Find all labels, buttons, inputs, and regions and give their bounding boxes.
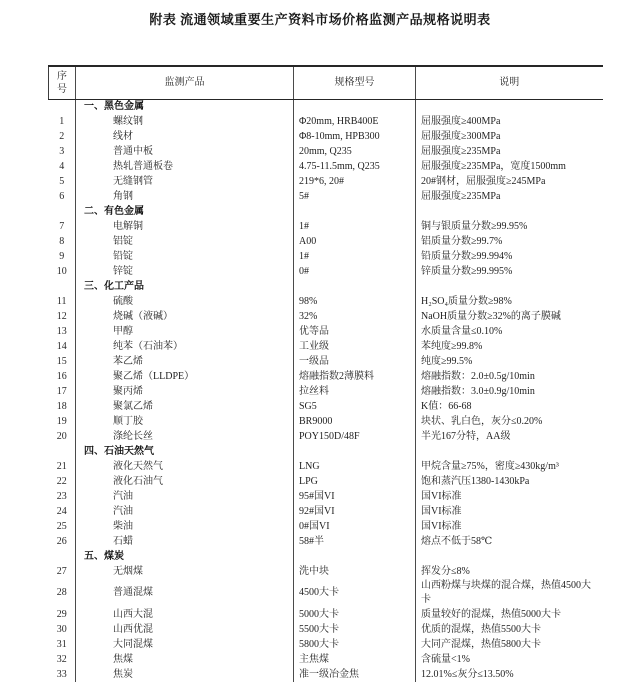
row-product-name: 角钢 [76, 189, 294, 204]
table-row [49, 564, 603, 579]
row-desc: K值：66-68 [416, 399, 603, 414]
row-product-name: 无烟煤 [76, 564, 294, 579]
table-row [49, 219, 603, 234]
row-serial: 29 [56, 608, 67, 620]
row-product-name: 普通中板 [76, 144, 294, 159]
row-desc: H₂SO₄质量分数≥98% [416, 294, 603, 309]
row-spec: 5800大卡 [294, 637, 416, 652]
row-spec: LNG [294, 459, 416, 474]
section-row [49, 99, 603, 114]
row-serial [49, 99, 76, 114]
row-desc: 优质的混煤，热值5500大卡 [416, 622, 603, 637]
row-spec: BR9000 [294, 414, 416, 429]
table-row [49, 309, 603, 324]
row-serial: 12 [56, 310, 67, 322]
row-serial: 19 [56, 415, 67, 427]
row-serial: 27 [56, 565, 67, 577]
table-row [49, 474, 603, 489]
row-serial: 17 [56, 385, 67, 397]
table-row [49, 174, 603, 189]
row-spec: 92#国VI [294, 504, 416, 519]
row-spec: Φ20mm, HRB400E [294, 114, 416, 129]
row-product-name: 纯苯（石油苯） [76, 339, 294, 354]
row-serial: 22 [56, 475, 67, 487]
table-row [49, 622, 603, 637]
row-product-name: 液化天然气 [76, 459, 294, 474]
row-desc [416, 204, 603, 219]
row-product-name: 汽油 [76, 489, 294, 504]
section-label: 一、黑色金属 [76, 99, 294, 114]
row-desc: 国VI标准 [416, 489, 603, 504]
table-row [49, 369, 603, 384]
table-row [49, 504, 603, 519]
row-desc: 熔融指数：3.0±0.9g/10min [416, 384, 603, 399]
row-serial: 14 [56, 340, 67, 352]
row-desc [416, 444, 603, 459]
row-serial: 26 [56, 535, 67, 547]
table-row [49, 519, 603, 534]
row-desc: 含硫量<1% [416, 652, 603, 667]
row-product-name: 烧碱（液碱） [76, 309, 294, 324]
row-spec: 熔融指数2薄膜料 [294, 369, 416, 384]
header-col-spec: 规格型号 [294, 66, 416, 99]
row-serial: 6 [59, 190, 65, 202]
row-product-name: 硫酸 [76, 294, 294, 309]
row-spec: 95#国VI [294, 489, 416, 504]
table-row [49, 489, 603, 504]
row-serial: 18 [56, 400, 67, 412]
header-row [49, 66, 603, 99]
row-serial: 28 [56, 587, 67, 598]
row-spec [294, 99, 416, 114]
row-product-name: 铅锭 [76, 249, 294, 264]
row-serial: 31 [56, 638, 67, 650]
table-row [49, 294, 603, 309]
row-desc: 铝质量分数≥99.7% [416, 234, 603, 249]
row-product-name: 山西优混 [76, 622, 294, 637]
row-serial: 4 [59, 160, 65, 172]
row-serial [49, 549, 76, 564]
row-desc: 苯纯度≥99.8% [416, 339, 603, 354]
row-spec [294, 279, 416, 294]
row-serial: 21 [56, 460, 67, 472]
row-product-name: 焦炭 [76, 667, 294, 682]
row-serial: 15 [56, 355, 67, 367]
table-row [49, 414, 603, 429]
row-serial: 33 [56, 668, 67, 680]
row-spec: 0# [294, 264, 416, 279]
table-row [49, 264, 603, 279]
row-serial: 3 [59, 145, 65, 157]
row-serial [49, 279, 76, 294]
row-desc [416, 99, 603, 114]
section-label: 三、化工产品 [76, 279, 294, 294]
table-row [49, 429, 603, 444]
section-label: 四、石油天然气 [76, 444, 294, 459]
row-product-name: 聚氯乙烯 [76, 399, 294, 414]
table-row [49, 534, 603, 549]
table-row [49, 234, 603, 249]
row-spec: 1# [294, 249, 416, 264]
row-desc: NaOH质量分数≥32%的离子膜碱 [416, 309, 603, 324]
row-desc: 铜与银质量分数≥99.95% [416, 219, 603, 234]
row-spec: 98% [294, 294, 416, 309]
row-spec: 58#半 [294, 534, 416, 549]
section-row [49, 549, 603, 564]
row-spec: 219*6, 20# [294, 174, 416, 189]
row-desc: 挥发分≤8% [416, 564, 603, 579]
row-product-name: 铝锭 [76, 234, 294, 249]
row-spec: 准一级冶金焦 [294, 667, 416, 682]
section-row [49, 204, 603, 219]
table-row [49, 324, 603, 339]
row-spec: POY150D/48F [294, 429, 416, 444]
row-spec [294, 549, 416, 564]
table-body [49, 99, 603, 682]
table-row [49, 114, 603, 129]
row-desc: 大同产混煤，热值5800大卡 [416, 637, 603, 652]
row-desc: 块状、乳白色，灰分≤0.20% [416, 414, 603, 429]
row-serial: 11 [56, 295, 67, 307]
row-serial [49, 204, 76, 219]
row-product-name: 苯乙烯 [76, 354, 294, 369]
row-serial [49, 444, 76, 459]
row-spec: LPG [294, 474, 416, 489]
row-spec: 优等品 [294, 324, 416, 339]
table-row [49, 144, 603, 159]
row-serial: 5 [59, 175, 65, 187]
row-desc: 山西粉煤与块煤的混合煤，热值4500大卡 [416, 579, 603, 607]
row-product-name: 涤纶长丝 [76, 429, 294, 444]
section-row [49, 444, 603, 459]
row-serial: 1 [59, 115, 65, 127]
row-spec: 主焦煤 [294, 652, 416, 667]
row-product-name: 无缝钢管 [76, 174, 294, 189]
row-serial: 10 [56, 265, 67, 277]
row-product-name: 顺丁胶 [76, 414, 294, 429]
row-product-name: 甲醇 [76, 324, 294, 339]
page-title: 附表 流通领域重要生产资料市场价格监测产品规格说明表 [149, 12, 491, 27]
row-product-name: 柴油 [76, 519, 294, 534]
table-row [49, 339, 603, 354]
table-row [49, 459, 603, 474]
row-desc: 屈服强度≥300MPa [416, 129, 603, 144]
header-col-serial: 序号 [49, 66, 76, 99]
table-row [49, 129, 603, 144]
row-serial: 16 [56, 370, 67, 382]
row-desc: 熔融指数：2.0±0.5g/10min [416, 369, 603, 384]
row-desc: 铅质量分数≥99.994% [416, 249, 603, 264]
row-spec [294, 204, 416, 219]
row-spec: 4.75-11.5mm, Q235 [294, 159, 416, 174]
row-desc: 锌质量分数≥99.995% [416, 264, 603, 279]
row-product-name: 聚乙烯（LLDPE） [76, 369, 294, 384]
row-product-name: 电解铜 [76, 219, 294, 234]
row-spec: 0#国VI [294, 519, 416, 534]
row-desc: 纯度≥99.5% [416, 354, 603, 369]
row-desc: 屈服强度≥400MPa [416, 114, 603, 129]
row-product-name: 石蜡 [76, 534, 294, 549]
table-row [49, 249, 603, 264]
row-desc: 屈服强度≥235MPa [416, 189, 603, 204]
row-serial: 30 [56, 623, 67, 635]
row-desc: 半光167分特，AA级 [416, 429, 603, 444]
section-row [49, 279, 603, 294]
row-serial: 24 [56, 505, 67, 517]
row-product-name: 聚丙烯 [76, 384, 294, 399]
row-desc: 饱和蒸汽压1380-1430kPa [416, 474, 603, 489]
row-desc: 熔点不低于58℃ [416, 534, 603, 549]
row-product-name: 液化石油气 [76, 474, 294, 489]
row-desc: 屈服强度≥235MPa，宽度1500mm [416, 159, 603, 174]
row-desc: 20#钢材，屈服强度≥245MPa [416, 174, 603, 189]
row-spec: 4500大卡 [294, 579, 416, 607]
row-spec: SG5 [294, 399, 416, 414]
row-spec: 洗中块 [294, 564, 416, 579]
row-serial: 2 [59, 130, 65, 142]
row-desc: 甲烷含量≥75%，密度≥430kg/m³ [416, 459, 603, 474]
row-spec: 1# [294, 219, 416, 234]
row-product-name: 汽油 [76, 504, 294, 519]
row-desc [416, 549, 603, 564]
table-row [49, 607, 603, 622]
table-row [49, 637, 603, 652]
section-label: 五、煤炭 [76, 549, 294, 564]
table-header [49, 66, 603, 99]
row-spec: 5500大卡 [294, 622, 416, 637]
row-serial: 23 [56, 490, 67, 502]
row-product-name: 锌锭 [76, 264, 294, 279]
table-row [49, 159, 603, 174]
row-product-name: 线材 [76, 129, 294, 144]
table-row [49, 667, 603, 682]
row-spec: 一级品 [294, 354, 416, 369]
table-row [49, 354, 603, 369]
table-row [49, 189, 603, 204]
section-label: 二、有色金属 [76, 204, 294, 219]
header-col-desc: 说明 [416, 66, 603, 99]
header-col-product: 监测产品 [76, 66, 294, 99]
row-serial: 13 [56, 325, 67, 337]
row-spec: 工业级 [294, 339, 416, 354]
row-serial: 8 [59, 235, 65, 247]
row-product-name: 热轧普通板卷 [76, 159, 294, 174]
row-spec: 拉丝料 [294, 384, 416, 399]
row-serial: 20 [56, 430, 67, 442]
row-serial: 32 [56, 653, 67, 665]
row-spec: 5# [294, 189, 416, 204]
row-product-name: 焦煤 [76, 652, 294, 667]
row-product-name: 螺纹钢 [76, 114, 294, 129]
row-serial: 7 [59, 220, 65, 232]
row-spec: Φ8-10mm, HPB300 [294, 129, 416, 144]
row-spec: A00 [294, 234, 416, 249]
row-desc [416, 279, 603, 294]
row-desc: 国VI标准 [416, 519, 603, 534]
table-row [49, 384, 603, 399]
row-serial: 25 [56, 520, 67, 532]
row-desc: 国VI标准 [416, 504, 603, 519]
row-desc: 质量较好的混煤，热值5000大卡 [416, 607, 603, 622]
row-product-name: 山西大混 [76, 607, 294, 622]
spec-table [48, 65, 603, 682]
row-spec: 5000大卡 [294, 607, 416, 622]
row-product-name: 大同混煤 [76, 637, 294, 652]
row-serial: 9 [59, 250, 65, 262]
table-row [49, 399, 603, 414]
row-product-name: 普通混煤 [76, 579, 294, 607]
row-desc: 屈服强度≥235MPa [416, 144, 603, 159]
row-desc: 12.01%≤灰分≤13.50% [416, 667, 603, 682]
table-row [49, 579, 603, 607]
row-spec: 32% [294, 309, 416, 324]
row-spec [294, 444, 416, 459]
row-spec: 20mm, Q235 [294, 144, 416, 159]
table-row [49, 652, 603, 667]
row-desc: 水质量含量≤0.10% [416, 324, 603, 339]
